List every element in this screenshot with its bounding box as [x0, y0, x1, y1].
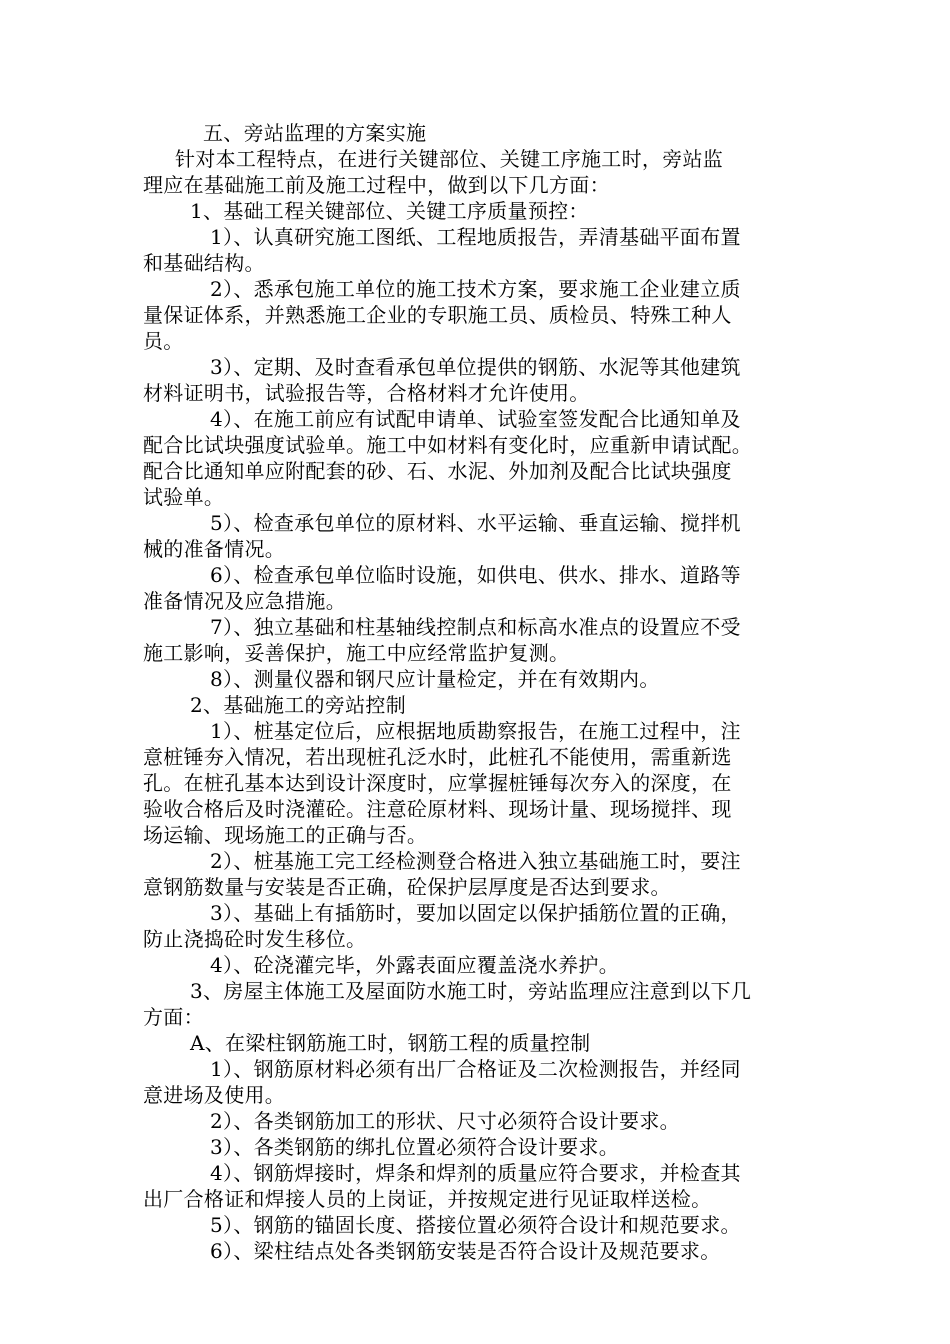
list-item-line: 量保证体系，并熟悉施工企业的专职施工员、质检员、特殊工种人: [143, 303, 732, 327]
list-item-line: 1）、桩基定位后，应根据地质勘察报告，在施工过程中，注: [210, 719, 741, 743]
list-item-line: 3）、定期、及时查看承包单位提供的钢筋、水泥等其他建筑: [210, 355, 741, 379]
list-item-line: 场运输、现场施工的正确与否。: [143, 823, 428, 847]
list-item-line: 3）、各类钢筋的绑扎位置必须符合设计要求。: [210, 1135, 620, 1159]
list-item-line: 防止浇捣砼时发生移位。: [143, 927, 367, 951]
list-item-line: 员。: [143, 329, 184, 353]
list-item-line: 施工影响，妥善保护，施工中应经常监护复测。: [143, 641, 570, 665]
list-item-line: 和基础结构。: [143, 251, 265, 275]
list-item-line: 配合比通知单应附配套的砂、石、水泥、外加剂及配合比试块强度: [143, 459, 732, 483]
list-item-line: 2）、悉承包施工单位的施工技术方案，要求施工企业建立质: [210, 277, 741, 301]
list-item-line: 试验单。: [143, 485, 225, 509]
list-item-line: 8）、测量仪器和钢尺应计量检定，并在有效期内。: [210, 667, 660, 691]
subheading-line: A、在梁柱钢筋施工时，钢筋工程的质量控制: [190, 1031, 591, 1055]
subheading-line: 方面：: [143, 1005, 204, 1029]
subheading-line: 3、房屋主体施工及屋面防水施工时，旁站监理应注意到以下几: [190, 979, 752, 1003]
list-item-line: 3）、基础上有插筋时，要加以固定以保护插筋位置的正确，: [210, 901, 741, 925]
list-item-line: 验收合格后及时浇灌砼。注意砼原材料、现场计量、现场搅拌、现: [143, 797, 732, 821]
section-heading: 五、旁站监理的方案实施: [203, 121, 427, 145]
list-item-line: 4）、砼浇灌完毕，外露表面应覆盖浇水养护。: [210, 953, 620, 977]
list-item-line: 5）、钢筋的锚固长度、搭接位置必须符合设计和规范要求。: [210, 1213, 741, 1237]
list-item-line: 2）、桩基施工完工经检测登合格进入独立基础施工时，要注: [210, 849, 741, 873]
list-item-line: 孔。在桩孔基本达到设计深度时，应掌握桩锤每次夯入的深度，在: [143, 771, 732, 795]
list-item-line: 7）、独立基础和柱基轴线控制点和标高水准点的设置应不受: [210, 615, 741, 639]
list-item-line: 4）、钢筋焊接时，焊条和焊剂的质量应符合要求，并检查其: [210, 1161, 741, 1185]
list-item-line: 意钢筋数量与安装是否正确，砼保护层厚度是否达到要求。: [143, 875, 671, 899]
list-item-line: 意进场及使用。: [143, 1083, 286, 1107]
list-item-line: 1）、钢筋原材料必须有出厂合格证及二次检测报告，并经同: [210, 1057, 741, 1081]
list-item-line: 6）、梁柱结点处各类钢筋安装是否符合设计及规范要求。: [210, 1239, 721, 1263]
list-item-line: 材料证明书，试验报告等，合格材料才允许使用。: [143, 381, 590, 405]
list-item-line: 4）、在施工前应有试配申请单、试验室签发配合比通知单及: [210, 407, 741, 431]
subheading-line: 1、基础工程关键部位、关键工序质量预控：: [190, 199, 589, 223]
list-item-line: 械的准备情况。: [143, 537, 286, 561]
list-item-line: 1）、认真研究施工图纸、工程地质报告，弄清基础平面布置: [210, 225, 741, 249]
list-item-line: 配合比试块强度试验单。施工中如材料有变化时，应重新申请试配。: [143, 433, 752, 457]
list-item-line: 6）、检查承包单位临时设施，如供电、供水、排水、道路等: [210, 563, 741, 587]
list-item-line: 意桩锤夯入情况，若出现桩孔泛水时，此桩孔不能使用，需重新选: [143, 745, 732, 769]
list-item-line: 准备情况及应急措施。: [143, 589, 346, 613]
paragraph-line: 针对本工程特点，在进行关键部位、关键工序施工时，旁站监: [175, 147, 724, 171]
list-item-line: 5）、检查承包单位的原材料、水平运输、垂直运输、搅拌机: [210, 511, 741, 535]
list-item-line: 出厂合格证和焊接人员的上岗证，并按规定进行见证取样送检。: [143, 1187, 712, 1211]
subheading-line: 2、基础施工的旁站控制: [190, 693, 407, 717]
paragraph-line: 理应在基础施工前及施工过程中，做到以下几方面：: [143, 173, 610, 197]
list-item-line: 2）、各类钢筋加工的形状、尺寸必须符合设计要求。: [210, 1109, 680, 1133]
